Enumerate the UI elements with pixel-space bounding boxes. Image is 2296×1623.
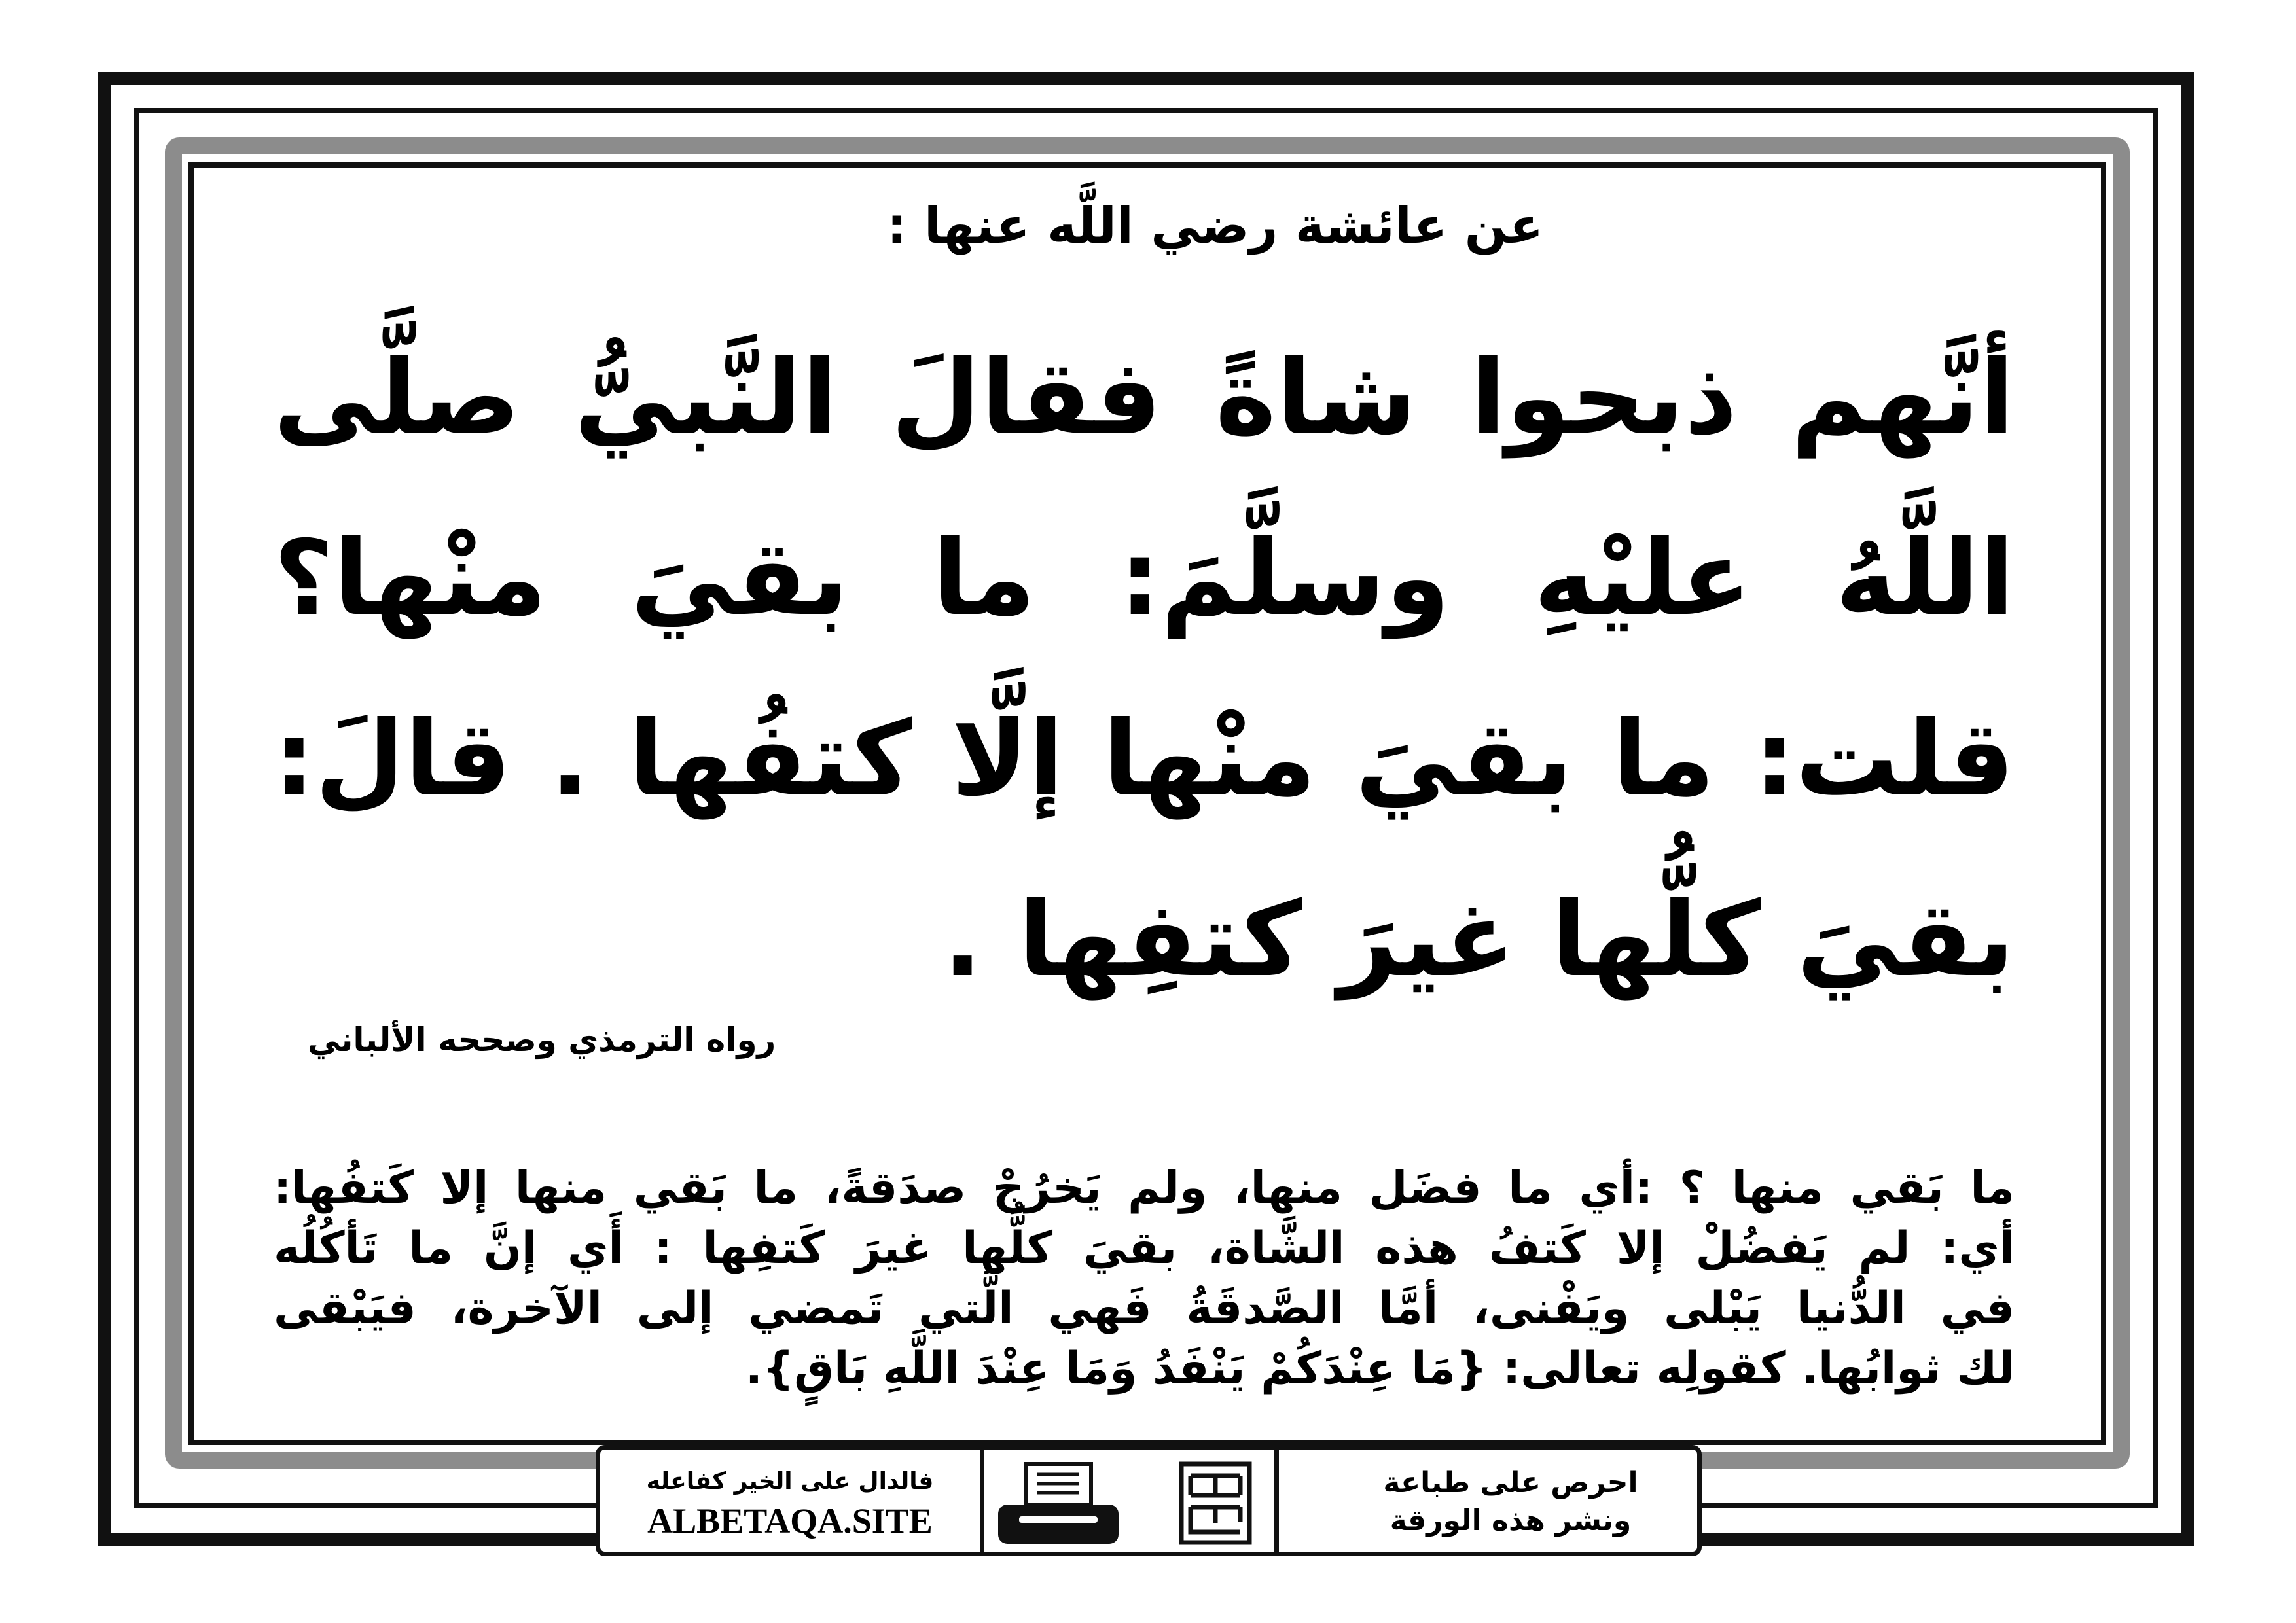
print-reminder: [1363, 1464, 1658, 1540]
explanation-line: لك ثوابُها. كقولِه تعالى: {مَا عِنْدَكُمْ يَنْفَدُ وَمَا عِنْدَ اللَّهِ بَاقٍ}.: [745, 1343, 2015, 1395]
explanation-text: [274, 1158, 2015, 1399]
dawah-paper-logo-icon: [1176, 1457, 1255, 1549]
footer-divider: [980, 1450, 984, 1552]
explanation-line: في الدُّنيا يَبْلى ويَفْنى، أمَّا الصَّدقَةُ فَهي الَّتي تَمضي إلى الآخرة، فيَبْقى: [274, 1283, 2015, 1334]
printer-icon: [993, 1461, 1124, 1546]
hadith-text: [274, 308, 2015, 1030]
hadith-source: رواه الترمذي وصححه الألباني: [308, 1021, 776, 1059]
site-url[interactable]: ALBETAQA.SITE: [647, 1501, 933, 1541]
print-reminder-line: ونشر هذه الورقة: [1390, 1504, 1632, 1537]
print-reminder-line: احرص على طباعة: [1383, 1466, 1638, 1499]
explanation-line: ما بَقي منها ؟ :أي ما فضَل منها، ولم يَخرُجْ صدَقةً، ما بَقي منها إلا كَتفُها:: [274, 1162, 2015, 1214]
explanation-line: أي: لم يَفضُلْ إلا كَتفُ هذه الشَّاة، بقيَ كلُّها غيرَ كَتفِها : أَي إنَّ ما تَأكُلُه: [274, 1222, 2015, 1274]
footer-box: [596, 1445, 1702, 1556]
hadith-line: قلت: ما بقيَ منْها إلَّا كتفُها . قالَ:: [274, 699, 2015, 819]
narrator-line: عن عائشة رضي اللَّه عنها :: [887, 196, 1543, 255]
hadith-line: بقيَ كلُّها غيرَ كتفِها .: [942, 880, 2015, 1000]
hadith-line: اللَّهُ عليْهِ وسلَّمَ: ما بقيَ منْها؟: [274, 518, 2015, 639]
footer-slogan-block: [620, 1465, 960, 1544]
footer-divider: [1274, 1450, 1279, 1552]
footer-slogan: فالدال على الخير كفاعله: [646, 1468, 934, 1495]
hadith-line: أنَّهم ذبحوا شاةً فقالَ النَّبيُّ صلَّى: [274, 338, 2015, 458]
